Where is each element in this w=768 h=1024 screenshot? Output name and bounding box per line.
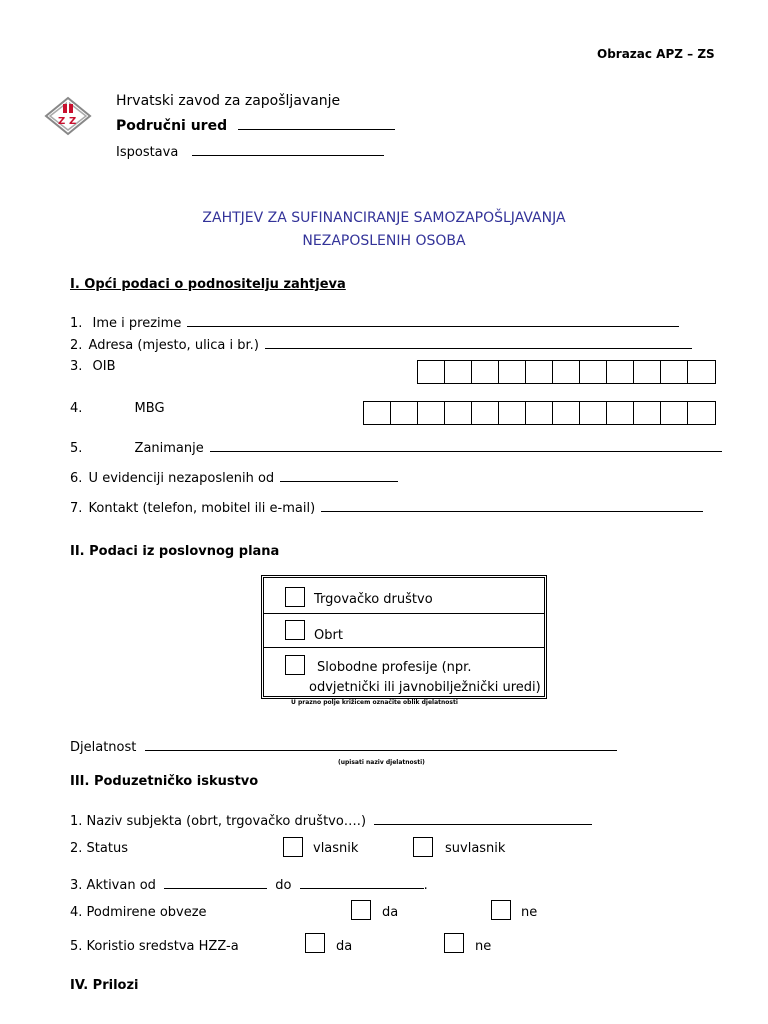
oib-digit-cell[interactable] bbox=[553, 361, 580, 383]
oib-digit-cell[interactable] bbox=[526, 361, 553, 383]
yes-label: da bbox=[336, 939, 353, 954]
mbg-digit-cell[interactable] bbox=[661, 402, 688, 424]
activity-label: Djelatnost bbox=[70, 740, 137, 755]
checkbox-craft[interactable] bbox=[285, 620, 305, 640]
field-num: 3. bbox=[70, 878, 83, 893]
field-unemployed-label: U evidenciji nezaposlenih od bbox=[88, 471, 275, 486]
field-num: 7. bbox=[70, 501, 83, 516]
field-address-label: Adresa (mjesto, ulica i br.) bbox=[88, 338, 259, 353]
checkbox-co-owner[interactable] bbox=[413, 837, 433, 857]
form-title-line1: ZAHTJEV ZA SUFINANCIRANJE SAMOZAPOŠLJAVANJA bbox=[202, 210, 566, 226]
obligations-row bbox=[70, 905, 207, 920]
svg-text:Z: Z bbox=[69, 116, 77, 127]
field-name-row bbox=[70, 314, 679, 331]
mbg-digit-cell[interactable] bbox=[472, 402, 499, 424]
section3-heading: III. Poduzetničko iskustvo bbox=[70, 774, 259, 789]
field-num: 4. bbox=[70, 401, 83, 416]
svg-text:Z: Z bbox=[58, 116, 66, 127]
field-num: 5. bbox=[70, 939, 83, 954]
field-contact-row bbox=[70, 499, 703, 516]
field-occupation-label: Zanimanje bbox=[134, 441, 204, 456]
form-title-line2: NEZAPOSLENIH OSOBA bbox=[302, 233, 466, 249]
checkbox-obligations-no[interactable] bbox=[491, 900, 511, 920]
activity-row bbox=[70, 738, 617, 755]
checkbox-trade-company[interactable] bbox=[285, 587, 305, 607]
mbg-digit-cell[interactable] bbox=[445, 402, 472, 424]
entity-name-field[interactable] bbox=[374, 812, 592, 825]
oib-digit-cell[interactable] bbox=[580, 361, 607, 383]
oib-digit-cell[interactable] bbox=[445, 361, 472, 383]
office-label: Područni ured bbox=[116, 118, 228, 134]
field-contact-label: Kontakt (telefon, mobitel ili e-mail) bbox=[88, 501, 316, 516]
field-num: 5. bbox=[70, 441, 83, 456]
mbg-digit-cell[interactable] bbox=[553, 402, 580, 424]
no-label: ne bbox=[475, 939, 492, 954]
active-to-label: do bbox=[275, 878, 292, 893]
mbg-digit-cell[interactable] bbox=[688, 402, 715, 424]
field-name-label: Ime i prezime bbox=[92, 316, 182, 331]
org-name: Hrvatski zavod za zapošljavanje bbox=[116, 93, 341, 109]
business-form-table bbox=[261, 575, 547, 699]
hzz-logo-icon bbox=[44, 96, 92, 136]
field-num: 1. bbox=[70, 316, 83, 331]
entity-name-row bbox=[70, 812, 592, 829]
option-craft bbox=[264, 614, 544, 648]
entity-name-label: Naziv subjekta (obrt, trgovačko društvo….) bbox=[86, 814, 367, 829]
oib-digit-cell[interactable] bbox=[499, 361, 526, 383]
active-from-label: Aktivan od bbox=[86, 878, 156, 893]
field-num: 2. bbox=[70, 338, 83, 353]
section2-heading: II. Podaci iz poslovnog plana bbox=[70, 544, 280, 559]
field-occupation-row bbox=[70, 439, 722, 456]
field-oib-label: OIB bbox=[92, 359, 116, 374]
field-oib-row bbox=[70, 359, 116, 374]
field-num: 4. bbox=[70, 905, 83, 920]
co-owner-label: suvlasnik bbox=[445, 841, 506, 856]
mbg-digit-cell[interactable] bbox=[526, 402, 553, 424]
field-num: 1. bbox=[70, 814, 83, 829]
contact-field[interactable] bbox=[321, 499, 703, 512]
oib-digit-cell[interactable] bbox=[634, 361, 661, 383]
option-label: Slobodne profesije (npr. bbox=[317, 660, 472, 675]
office-row bbox=[116, 117, 395, 134]
active-from-field[interactable] bbox=[164, 876, 267, 889]
option-trade-company bbox=[264, 578, 544, 614]
oib-digit-cell[interactable] bbox=[418, 361, 445, 383]
field-num: 6. bbox=[70, 471, 83, 486]
active-row bbox=[70, 876, 428, 893]
field-mbg-label: MBG bbox=[134, 401, 165, 416]
checkbox-owner[interactable] bbox=[283, 837, 303, 857]
oib-digit-cell[interactable] bbox=[472, 361, 499, 383]
branch-label: Ispostava bbox=[116, 145, 179, 160]
mbg-digit-cell[interactable] bbox=[391, 402, 418, 424]
form-code: Obrazac APZ – ZS bbox=[597, 47, 715, 61]
option-label: Trgovačko društvo bbox=[314, 592, 433, 607]
activity-hint: (upisati naziv djelatnosti) bbox=[338, 759, 425, 766]
yes-label: da bbox=[382, 905, 399, 920]
hzz-funds-label: Koristio sredstva HZZ-a bbox=[86, 939, 239, 954]
option-label: Obrt bbox=[314, 628, 343, 643]
field-mbg-row bbox=[70, 401, 165, 416]
branch-field[interactable] bbox=[192, 143, 384, 156]
owner-label: vlasnik bbox=[313, 841, 359, 856]
field-address-row bbox=[70, 336, 692, 353]
period: . bbox=[423, 878, 428, 893]
oib-digit-cell[interactable] bbox=[661, 361, 688, 383]
mbg-digit-cell[interactable] bbox=[607, 402, 634, 424]
mbg-grid[interactable] bbox=[363, 401, 716, 425]
checkbox-obligations-yes[interactable] bbox=[351, 900, 371, 920]
option-free-professions bbox=[264, 648, 544, 698]
hzz-funds-row bbox=[70, 939, 239, 954]
section4-heading: IV. Prilozi bbox=[70, 978, 139, 993]
mbg-digit-cell[interactable] bbox=[364, 402, 391, 424]
status-row bbox=[70, 841, 128, 856]
field-num: 3. bbox=[70, 359, 83, 374]
mbg-digit-cell[interactable] bbox=[634, 402, 661, 424]
field-num: 2. bbox=[70, 841, 83, 856]
mbg-digit-cell[interactable] bbox=[418, 402, 445, 424]
checkbox-hzz-funds-yes[interactable] bbox=[305, 933, 325, 953]
section1-heading: I. Opći podaci o podnositelju zahtjeva bbox=[70, 277, 346, 292]
activity-field[interactable] bbox=[145, 738, 617, 751]
name-field[interactable] bbox=[187, 314, 679, 327]
mbg-digit-cell[interactable] bbox=[580, 402, 607, 424]
oib-digit-cell[interactable] bbox=[607, 361, 634, 383]
unemployed-since-field[interactable] bbox=[280, 469, 398, 482]
oib-digit-cell[interactable] bbox=[688, 361, 715, 383]
branch-row bbox=[116, 143, 384, 160]
occupation-field[interactable] bbox=[210, 439, 722, 452]
no-label: ne bbox=[521, 905, 538, 920]
office-field[interactable] bbox=[238, 117, 395, 130]
status-label: Status bbox=[86, 841, 128, 856]
checkbox-free-professions[interactable] bbox=[285, 655, 305, 675]
oib-grid[interactable] bbox=[417, 360, 716, 384]
active-to-field[interactable] bbox=[300, 876, 424, 889]
address-field[interactable] bbox=[265, 336, 692, 349]
field-unemployed-row bbox=[70, 469, 398, 486]
checkbox-hzz-funds-no[interactable] bbox=[444, 933, 464, 953]
option-label: odvjetnički ili javnobilježnički uredi) bbox=[309, 680, 541, 695]
mbg-digit-cell[interactable] bbox=[499, 402, 526, 424]
obligations-label: Podmirene obveze bbox=[86, 905, 207, 920]
instruction-note: U prazno polje križicem označite oblik djelatnosti bbox=[291, 699, 458, 706]
